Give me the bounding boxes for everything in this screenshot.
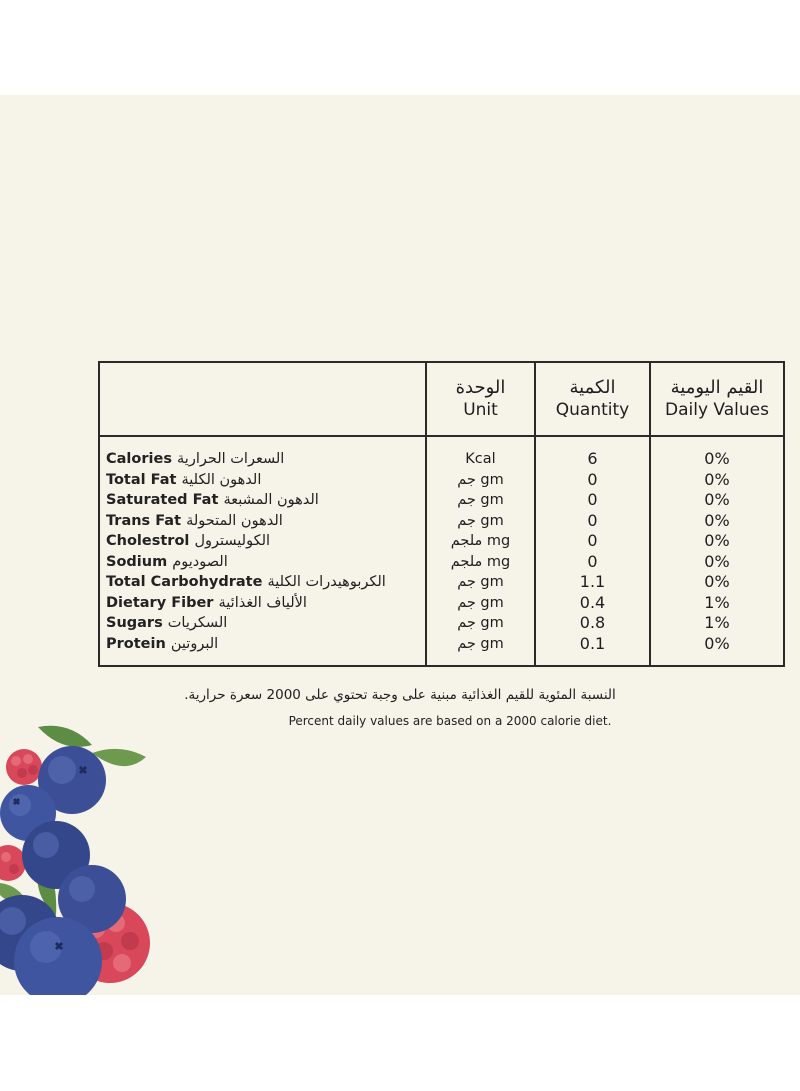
table-row	[100, 613, 783, 634]
header-divider	[100, 435, 783, 437]
header-quantity	[536, 363, 649, 435]
nutrient-unit: جم gm	[457, 471, 504, 488]
table-row	[100, 531, 783, 552]
nutrient-name	[106, 552, 228, 573]
raspberry-icon	[6, 749, 42, 785]
nutrient-unit: جم gm	[457, 492, 504, 508]
nutrient-name-ar: السكريات	[167, 615, 228, 631]
nutrient-name-en: Sodium	[106, 553, 168, 570]
nutrient-name	[106, 593, 307, 614]
table-row	[100, 634, 783, 655]
header-unit-en: Unit	[463, 400, 498, 420]
nutrient-rows	[100, 449, 783, 654]
nutrient-name	[106, 531, 270, 552]
nutrient-daily-value: 0%	[704, 449, 730, 468]
nutrient-name	[106, 511, 283, 532]
nutrient-quantity: 1.1	[579, 572, 606, 591]
nutrient-name-ar: البروتين	[170, 635, 219, 652]
nutrient-daily-value: 1%	[704, 592, 730, 612]
nutrient-name	[106, 470, 261, 491]
nutrient-name-en: Dietary Fiber	[106, 594, 214, 611]
nutrient-name-ar: الصوديوم	[172, 553, 228, 570]
nutrient-name-en: Saturated Fat	[106, 492, 219, 508]
nutrient-name-ar: الدهون المتحولة	[186, 512, 283, 529]
footnote-arabic: النسبة المئوية للقيم الغذائية مبنية على وجبة تحتوي على 2000 سعرة حرارية.	[184, 687, 616, 703]
nutrition-table	[98, 361, 785, 667]
nutrient-name	[106, 572, 386, 593]
nutrient-daily-value: 0%	[704, 572, 730, 591]
nutrient-name-ar: السعرات الحرارية	[177, 451, 285, 467]
nutrient-name-en: Protein	[106, 635, 166, 652]
table-row	[100, 449, 783, 470]
nutrient-quantity: 6	[587, 449, 598, 468]
nutrient-quantity: 0.4	[579, 592, 606, 612]
nutrient-name-en: Trans Fat	[106, 512, 182, 529]
header-daily-values	[651, 363, 783, 435]
header-quantity-ar: الكمية	[569, 377, 616, 398]
nutrient-name	[106, 613, 227, 634]
header-daily-en: Daily Values	[665, 400, 769, 420]
nutrient-quantity: 0	[587, 531, 598, 550]
table-row	[100, 490, 783, 511]
nutrient-name-ar: الكوليسترول	[194, 533, 271, 549]
nutrient-name-ar: الدهون الكلية	[181, 471, 262, 488]
nutrient-name-en: Total Carbohydrate	[106, 574, 263, 590]
nutrient-unit: جم gm	[457, 615, 504, 631]
nutrient-name-ar: الكربوهيدرات الكلية	[267, 574, 386, 590]
header-unit	[427, 363, 534, 435]
nutrient-name	[106, 490, 319, 511]
header-daily-ar: القيم اليومية	[670, 377, 764, 398]
nutrient-quantity: 0	[587, 551, 598, 571]
raspberry-icon	[0, 845, 26, 881]
footnote-english: Percent daily values are based on a 2000 calorie diet.	[288, 714, 612, 728]
nutrient-daily-value: 0%	[704, 490, 730, 509]
nutrient-daily-value: 0%	[704, 531, 730, 550]
table-row	[100, 572, 783, 593]
nutrient-unit: جم gm	[457, 574, 504, 590]
nutrient-unit: جم gm	[457, 512, 504, 529]
nutrient-quantity: 0	[587, 510, 598, 530]
table-row	[100, 552, 783, 573]
berries-illustration	[0, 715, 170, 995]
nutrient-unit: جم gm	[457, 594, 504, 611]
table-row	[100, 470, 783, 491]
nutrient-name-en: Total Fat	[106, 471, 177, 488]
nutrient-name-ar: الألياف الغذائية	[218, 594, 307, 611]
nutrient-quantity: 0	[587, 490, 598, 509]
leaf-icon	[38, 726, 92, 747]
nutrient-unit: Kcal	[465, 451, 496, 467]
header-quantity-en: Quantity	[555, 400, 630, 420]
header-unit-ar: الوحدة	[455, 377, 506, 398]
nutrient-unit: جم gm	[457, 635, 504, 652]
nutrient-unit: ملجم mg	[450, 533, 511, 549]
nutrient-name	[106, 449, 284, 470]
nutrient-daily-value: 0%	[704, 633, 730, 653]
nutrient-quantity: 0.8	[579, 613, 606, 632]
nutrient-daily-value: 0%	[704, 510, 730, 530]
nutrient-quantity: 0	[587, 469, 598, 489]
nutrient-name-en: Calories	[106, 451, 172, 467]
nutrient-name-en: Cholestrol	[106, 533, 190, 549]
label-panel	[0, 95, 800, 995]
nutrient-unit: ملجم mg	[450, 553, 511, 570]
nutrient-daily-value: 0%	[704, 551, 730, 571]
table-row	[100, 593, 783, 614]
nutrient-quantity: 0.1	[579, 633, 606, 653]
nutrient-daily-value: 0%	[704, 469, 730, 489]
table-row	[100, 511, 783, 532]
nutrient-name-en: Sugars	[106, 615, 163, 631]
nutrient-name-ar: الدهون المشبعة	[223, 492, 319, 508]
nutrient-name	[106, 634, 218, 655]
nutrient-daily-value: 1%	[704, 613, 730, 632]
